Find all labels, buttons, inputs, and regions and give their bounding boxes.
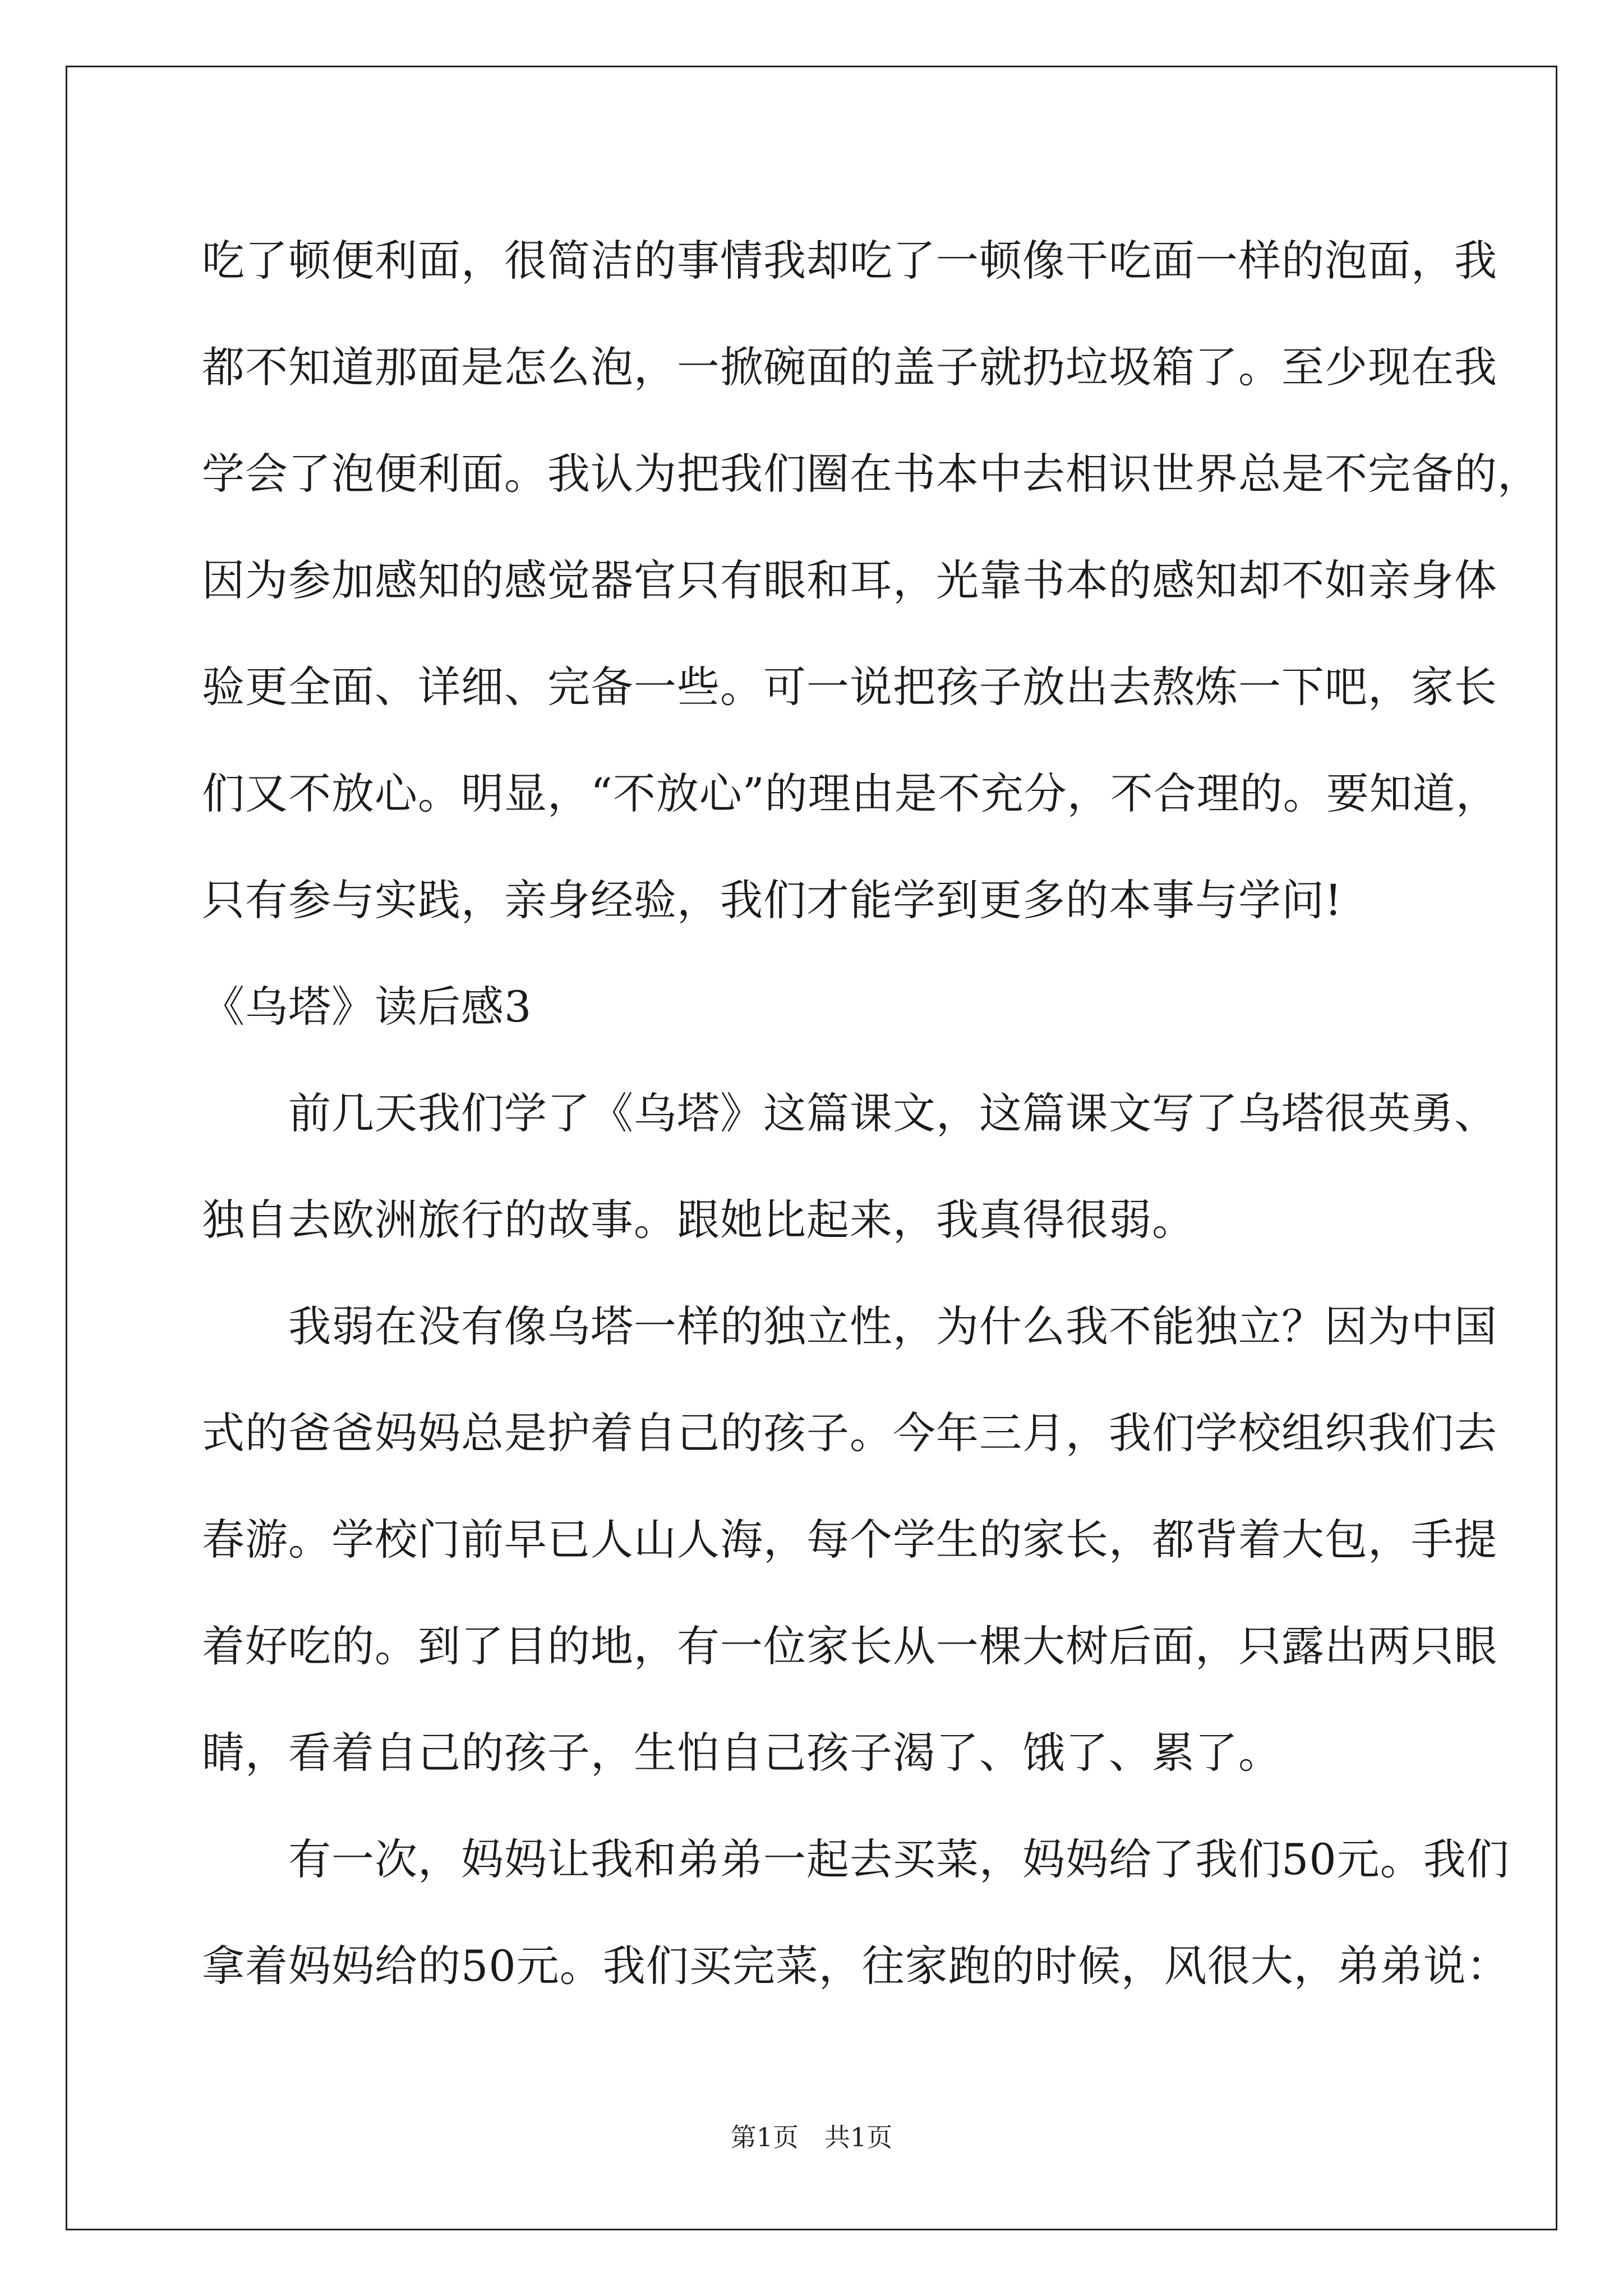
text-line: 独自去欧洲旅行的故事。跟她比起来，我真得很弱。 [202,1195,1195,1245]
text-line: 只有参与实践，亲身经验，我们才能学到更多的本事与学问! [202,875,1343,925]
text-line: 着好吃的。到了目的地，有一位家长从一棵大树后面，只露出两只眼 [202,1621,1497,1671]
text-line: 拿着妈妈给的50元。我们买完菜，往家跑的时候，风很大，弟弟说： [202,1941,1510,1991]
text-line: 们又不放心。明显，“不放心”的理由是不充分，不合理的。要知道， [202,769,1499,818]
text-line: 因为参加感知的感觉器官只有眼和耳，光靠书本的感知却不如亲身体 [202,555,1497,605]
text-line: 有一次，妈妈让我和弟弟一起去买菜，妈妈给了我们50元。我们 [202,1834,1510,1884]
text-line: 春游。学校门前早已人山人海，每个学生的家长，都背着大包，手提 [202,1515,1497,1565]
text-line: 睛，看着自己的孩子，生怕自己孩子渴了、饿了、累了。 [202,1728,1281,1778]
text-line: 学会了泡便利面。我认为把我们圈在书本中去相识世界总是不完备的， [202,449,1541,499]
text-line: 前几天我们学了《乌塔》这篇课文，这篇课文写了乌塔很英勇、 [202,1088,1497,1138]
text-line: 式的爸爸妈妈总是护着自己的孩子。今年三月，我们学校组织我们去 [202,1408,1497,1458]
text-line: 我弱在没有像乌塔一样的独立性，为什么我不能独立？因为中国 [202,1301,1497,1351]
text-line: 都不知道那面是怎么泡，一掀碗面的盖子就扔垃圾箱了。至少现在我 [202,342,1497,392]
document-body [202,208,1541,2019]
text-line: 验更全面、详细、完备一些。可一说把孩子放出去熬炼一下吧，家长 [202,662,1497,712]
page-footer: 第1页 共1页 [730,2122,893,2152]
section-heading: 《乌塔》读后感3 [202,982,532,1032]
text-line: 吃了顿便利面，很简洁的事情我却吃了一顿像干吃面一样的泡面，我 [202,236,1497,286]
